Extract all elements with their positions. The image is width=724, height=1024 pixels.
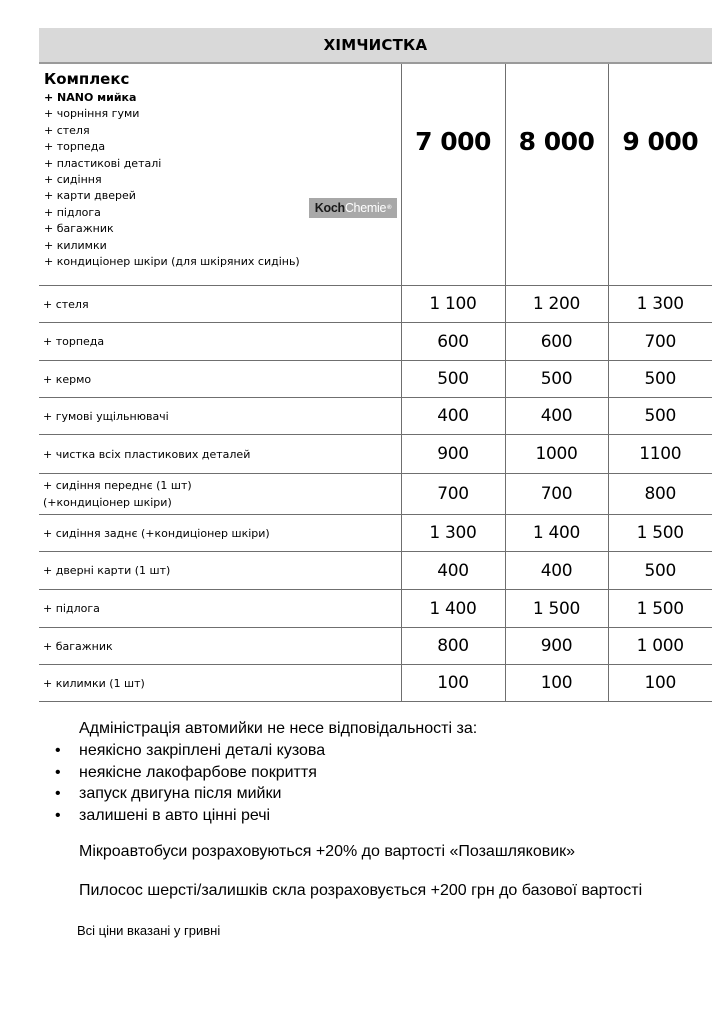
service-price-1: 900 <box>401 435 505 474</box>
service-price-3: 1100 <box>608 435 712 474</box>
service-label: + чистка всіх пластикових деталей <box>39 435 401 474</box>
complex-item: + NANO мийка <box>44 91 137 104</box>
service-price-2: 900 <box>505 628 608 665</box>
service-price-2: 500 <box>505 361 608 398</box>
table-row <box>39 435 712 474</box>
complex-price-3: 9 000 <box>608 64 712 286</box>
table-row <box>39 361 712 398</box>
service-price-2: 1 500 <box>505 590 608 628</box>
complex-description <box>39 64 401 286</box>
notes-section <box>54 718 642 938</box>
registered-mark: ® <box>387 205 392 211</box>
table-row <box>39 552 712 590</box>
service-label: + багажник <box>39 628 401 665</box>
disclaimer-list <box>54 740 642 826</box>
service-label: + гумові ущільнювачі <box>39 398 401 435</box>
complex-title: Комплекс <box>44 70 130 88</box>
service-price-1: 800 <box>401 628 505 665</box>
complex-item: + чорніння гуми <box>44 107 140 121</box>
service-price-1: 500 <box>401 361 505 398</box>
complex-price-1: 7 000 <box>401 64 505 286</box>
table-row <box>39 474 712 515</box>
complex-item: + багажник <box>44 222 114 236</box>
service-price-1: 1 100 <box>401 286 505 323</box>
currency-note: Всі ціни вказані у гривні <box>77 923 221 938</box>
disclaimer-intro: Адміністрація автомийки не несе відповідальності за: <box>79 720 478 737</box>
service-price-2: 700 <box>505 474 608 515</box>
service-price-2: 1000 <box>505 435 608 474</box>
complex-row <box>39 64 712 286</box>
service-label: + дверні карти (1 шт) <box>39 552 401 590</box>
complex-item: + підлога <box>44 205 101 219</box>
service-price-3: 800 <box>608 474 712 515</box>
table-row <box>39 628 712 665</box>
price-table <box>39 64 712 702</box>
table-row <box>39 515 712 552</box>
logo-part-chemie: Chemie <box>344 201 387 215</box>
service-price-1: 400 <box>401 398 505 435</box>
complex-price-2: 8 000 <box>505 64 608 286</box>
logo-part-koch: Koch <box>314 201 345 215</box>
service-price-3: 500 <box>608 398 712 435</box>
service-price-1: 400 <box>401 552 505 590</box>
minibus-note: Мікроавтобуси розраховуються +20% до вартості «Позашляковик» <box>79 843 576 860</box>
complex-item: + килимки <box>44 238 107 252</box>
service-price-2: 400 <box>505 398 608 435</box>
table-row <box>39 665 712 702</box>
disclaimer-item: • залишені в авто цінні речі <box>54 805 642 827</box>
disclaimer-item: • неякісно закріплені деталі кузова <box>54 740 642 762</box>
service-price-2: 100 <box>505 665 608 702</box>
service-label: + сидіння переднє (1 шт) (+кондиціонер шкіри) <box>39 474 401 515</box>
complex-item: + кондиціонер шкіри (для шкіряних сидінь) <box>44 255 300 269</box>
service-price-1: 1 400 <box>401 590 505 628</box>
service-label: + підлога <box>39 590 401 628</box>
complex-item: + стеля <box>44 123 90 137</box>
service-label: + стеля <box>39 286 401 323</box>
price-sheet <box>39 28 712 702</box>
kochchemie-logo <box>309 198 397 218</box>
service-price-1: 100 <box>401 665 505 702</box>
complex-item: + карти дверей <box>44 189 136 203</box>
service-label: + сидіння заднє (+кондиціонер шкіри) <box>39 515 401 552</box>
service-price-2: 600 <box>505 323 608 361</box>
service-price-1: 600 <box>401 323 505 361</box>
service-price-3: 100 <box>608 665 712 702</box>
service-price-1: 700 <box>401 474 505 515</box>
service-label: + торпеда <box>39 323 401 361</box>
complex-item: + торпеда <box>44 140 106 154</box>
service-price-1: 1 300 <box>401 515 505 552</box>
service-price-3: 1 500 <box>608 515 712 552</box>
service-price-3: 1 300 <box>608 286 712 323</box>
table-row <box>39 590 712 628</box>
service-price-2: 1 200 <box>505 286 608 323</box>
service-price-3: 500 <box>608 361 712 398</box>
service-price-3: 1 000 <box>608 628 712 665</box>
service-label: + кермо <box>39 361 401 398</box>
table-row <box>39 286 712 323</box>
service-price-2: 400 <box>505 552 608 590</box>
table-row <box>39 398 712 435</box>
complex-item: + сидіння <box>44 173 102 187</box>
vacuum-note: Пилосос шерсті/залишків скла розраховується +200 грн до базової вартості <box>79 882 643 899</box>
table-row <box>39 323 712 361</box>
disclaimer-item: • неякісне лакофарбове покриття <box>54 762 642 784</box>
section-title: ХІМЧИСТКА <box>39 28 712 64</box>
complex-item: + пластикові деталі <box>44 156 162 170</box>
service-price-2: 1 400 <box>505 515 608 552</box>
service-label: + килимки (1 шт) <box>39 665 401 702</box>
disclaimer-item: • запуск двигуна після мийки <box>54 783 642 805</box>
service-price-3: 1 500 <box>608 590 712 628</box>
complex-items <box>44 90 401 270</box>
service-price-3: 500 <box>608 552 712 590</box>
service-price-3: 700 <box>608 323 712 361</box>
